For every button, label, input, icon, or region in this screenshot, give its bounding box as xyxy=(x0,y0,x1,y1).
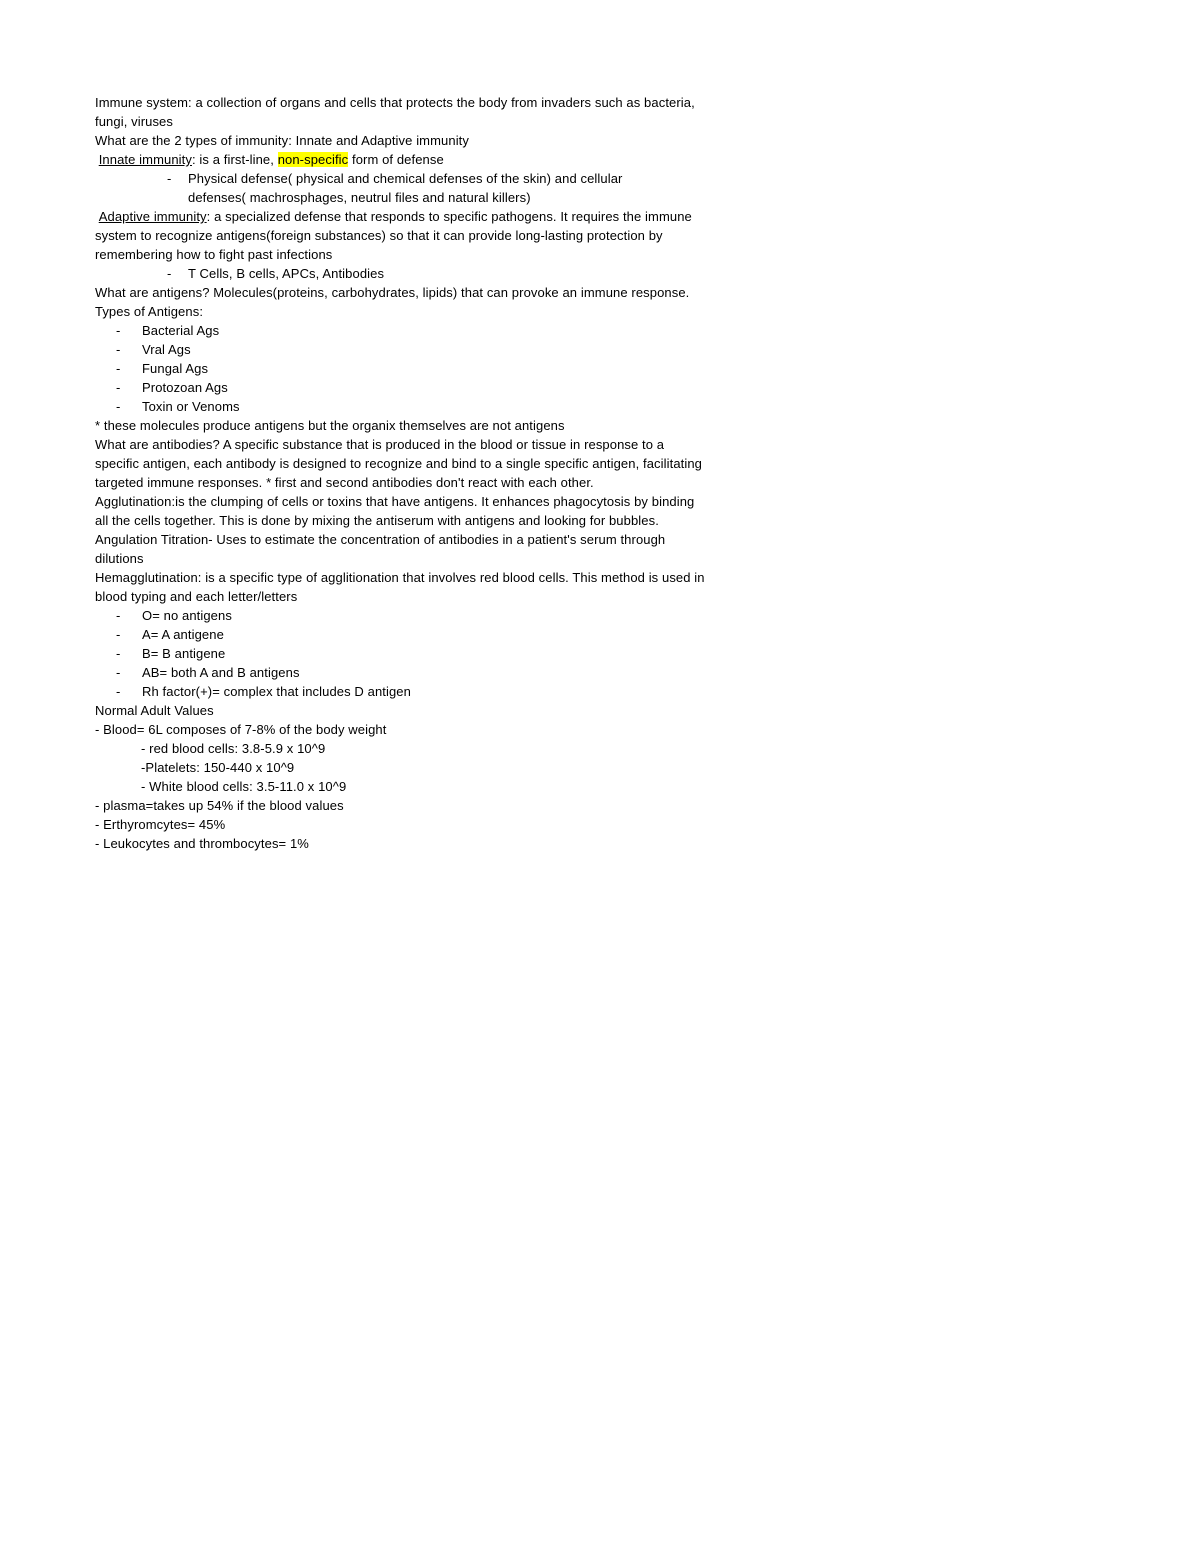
bullet-dash: - xyxy=(116,323,121,338)
list-item xyxy=(95,606,715,625)
blood-types-list xyxy=(95,606,715,701)
innate-immunity-paragraph xyxy=(95,150,715,169)
titration-paragraph: Angulation Titration- Uses to estimate the concentration of antibodies in a patient's serum through dilutions xyxy=(95,532,666,566)
hemagglutination-paragraph: Hemagglutination: is a specific type of agglitionation that involves red blood cells. This method is used in blood typing and each letter/letters xyxy=(95,570,705,604)
list-item-text: Rh factor(+)= complex that includes D antigen xyxy=(142,684,411,699)
antigen-types-heading: Types of Antigens: xyxy=(95,304,204,319)
bullet-dash: - xyxy=(116,342,121,357)
bullet-dash: - xyxy=(167,266,172,281)
innate-bullet xyxy=(95,169,715,207)
antigens-question: What are antigens? Molecules(proteins, carbohydrates, lipids) that can provoke an immune response. xyxy=(95,285,690,300)
highlighted-non-specific: non-specific xyxy=(277,152,349,167)
antibodies-paragraph: What are antibodies? A specific substance that is produced in the blood or tissue in response to a specific antigen, each antibody is designed to recognize and bind to a single specific antigen, facilitating targeted immune responses. * first and second antibodies don't react with each other. xyxy=(95,437,703,490)
list-item-text: Toxin or Venoms xyxy=(142,399,240,414)
list-item-text: AB= both A and B antigens xyxy=(142,665,300,680)
blood-sub-item: - red blood cells: 3.8-5.9 x 10^9 xyxy=(141,741,326,756)
bullet-dash: - xyxy=(116,361,121,376)
adaptive-text: : a specialized defense that responds to specific pathogens. It requires the immune system to recognize antigens(foreign substances) so that it can provide long-lasting protection by remembering how to fight past infections xyxy=(95,209,692,262)
agglutination-paragraph: Agglutination:is the clumping of cells or toxins that have antigens. It enhances phagocytosis by binding all the cells together. This is done by mixing the antiserum with antigens and looking for bubbles. xyxy=(95,494,695,528)
antigen-note: * these molecules produce antigens but the organix themselves are not antigens xyxy=(95,418,565,433)
list-item-text: Vral Ags xyxy=(142,342,191,357)
leukocytes-line: - Leukocytes and thrombocytes= 1% xyxy=(95,836,309,851)
immune-system-definition: Immune system: a collection of organs and cells that protects the body from invaders such as bacteria, fungi, viruses xyxy=(95,95,695,129)
adaptive-bullet-text: T Cells, B cells, APCs, Antibodies xyxy=(188,266,385,281)
list-item-text: B= B antigene xyxy=(142,646,226,661)
antigen-types-list xyxy=(95,321,715,416)
list-item-text: Fungal Ags xyxy=(142,361,209,376)
bullet-dash: - xyxy=(116,665,121,680)
bullet-dash: - xyxy=(116,627,121,642)
list-item-text: Protozoan Ags xyxy=(142,380,228,395)
immunity-types-question: What are the 2 types of immunity: Innate and Adaptive immunity xyxy=(95,133,469,148)
list-item xyxy=(95,321,715,340)
bullet-dash: - xyxy=(116,399,121,414)
innate-bullet-text: Physical defense( physical and chemical defenses of the skin) and cellular defenses( machrosphages, neutrul files and natural killers) xyxy=(188,171,623,205)
document-body xyxy=(95,93,715,853)
plasma-line: - plasma=takes up 54% if the blood values xyxy=(95,798,344,813)
list-item xyxy=(95,644,715,663)
bullet-dash: - xyxy=(116,380,121,395)
list-item-text: Bacterial Ags xyxy=(142,323,220,338)
list-item xyxy=(95,359,715,378)
normal-values-heading: Normal Adult Values xyxy=(95,703,214,718)
adaptive-immunity-label: Adaptive immunity xyxy=(98,209,207,224)
bullet-dash: - xyxy=(116,646,121,661)
blood-line: - Blood= 6L composes of 7-8% of the body weight xyxy=(95,722,387,737)
blood-sub-item: -Platelets: 150-440 x 10^9 xyxy=(141,760,295,775)
list-item xyxy=(95,663,715,682)
innate-text-a: : is a first-line, xyxy=(191,152,278,167)
list-item-text: A= A antigene xyxy=(142,627,224,642)
adaptive-immunity-paragraph xyxy=(95,207,707,264)
list-item-text: O= no antigens xyxy=(142,608,232,623)
list-item xyxy=(95,340,715,359)
bullet-dash: - xyxy=(167,171,172,186)
innate-immunity-label: Innate immunity xyxy=(98,152,192,167)
adaptive-bullet xyxy=(95,264,715,283)
list-item xyxy=(95,397,715,416)
bullet-dash: - xyxy=(116,684,121,699)
blood-sub-item: - White blood cells: 3.5-11.0 x 10^9 xyxy=(141,779,347,794)
bullet-dash: - xyxy=(116,608,121,623)
list-item xyxy=(95,378,715,397)
list-item xyxy=(95,625,715,644)
list-item xyxy=(95,682,715,701)
erthyromcytes-line: - Erthyromcytes= 45% xyxy=(95,817,226,832)
innate-text-b: form of defense xyxy=(348,152,444,167)
